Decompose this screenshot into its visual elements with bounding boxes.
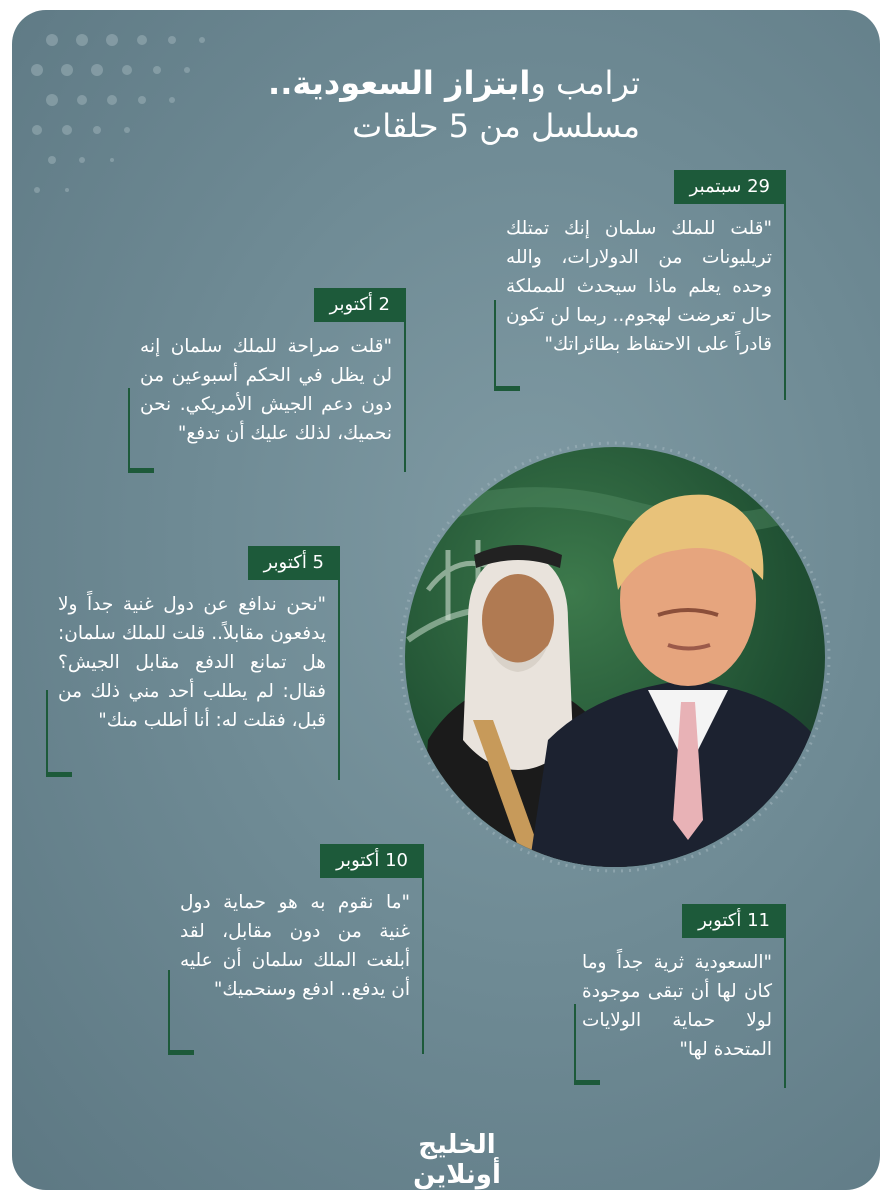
subtitle: مسلسل من 5 حلقات — [352, 107, 640, 145]
logo-name: الخليج أونلاين — [413, 1130, 501, 1190]
quote-block — [168, 844, 424, 1059]
quote-date: 11 أكتوبر — [682, 904, 786, 938]
quote-date: 2 أكتوبر — [314, 288, 406, 322]
quote-bracket-foot — [128, 468, 154, 473]
leaders-portrait — [398, 440, 832, 874]
quote-text: "قلت صراحة للملك سلمان إنه لن يظل في الحكم أسبوعين من دون دعم الجيش الأمريكي. نحن نحميك، لذلك عليك أن تدفع" — [140, 336, 392, 444]
quote-text: "نحن ندافع عن دول غنية جداً ولا يدفعون مقابلاً.. قلت للملك سلمان: هل تمانع الدفع مقابل الجيش؟ فقال: لم يطلب أحد مني ذلك من قبل، فقلت له: أنا أطلب منك" — [58, 594, 326, 731]
logo-tagline: نبض الخليج العربي — [414, 1190, 500, 1203]
quote-bracket — [46, 690, 48, 776]
quote-bracket — [574, 1004, 576, 1084]
quote-block — [494, 170, 786, 400]
quote-block — [128, 288, 406, 478]
quote-bracket — [494, 300, 496, 390]
quote-line — [784, 938, 786, 1088]
title-part-normal: ترامب و — [530, 64, 640, 102]
quote-bracket-foot — [574, 1080, 600, 1085]
quote-bracket — [128, 388, 130, 472]
quote-text: "ما نقوم به هو حماية دول غنية من دون مقابل، لقد أبلغت الملك سلمان أن عليه أن يدفع.. ادفع وسنحميك" — [180, 892, 410, 1000]
page-title — [220, 62, 640, 148]
quote-bracket-foot — [46, 772, 72, 777]
quote-date: 10 أكتوبر — [320, 844, 424, 878]
quote-bracket-foot — [494, 386, 520, 391]
quote-line — [422, 878, 424, 1054]
title-part-bold: ابتزاز السعودية.. — [268, 64, 531, 102]
quote-line — [338, 580, 340, 780]
infographic-card — [12, 10, 880, 1203]
quote-date: 29 سبتمبر — [674, 170, 786, 204]
quote-line — [784, 204, 786, 400]
quote-text: "السعودية ثرية جداً وما كان لها أن تبقى موجودة لولا حماية الولايات المتحدة لها" — [582, 952, 772, 1060]
brand-logo — [372, 1130, 542, 1203]
quote-bracket-foot — [168, 1050, 194, 1055]
quote-bracket — [168, 970, 170, 1054]
quote-text: "قلت للملك سلمان إنك تمتلك تريليونات من الدولارات، والله وحده يعلم ماذا سيحدث للمملكة حال تعرضت لهجوم.. ربما لن تكون قادراً على الاحتفاظ بطائراتك" — [506, 218, 772, 355]
quote-block — [574, 904, 786, 1094]
quote-block — [46, 546, 340, 781]
quote-date: 5 أكتوبر — [248, 546, 340, 580]
